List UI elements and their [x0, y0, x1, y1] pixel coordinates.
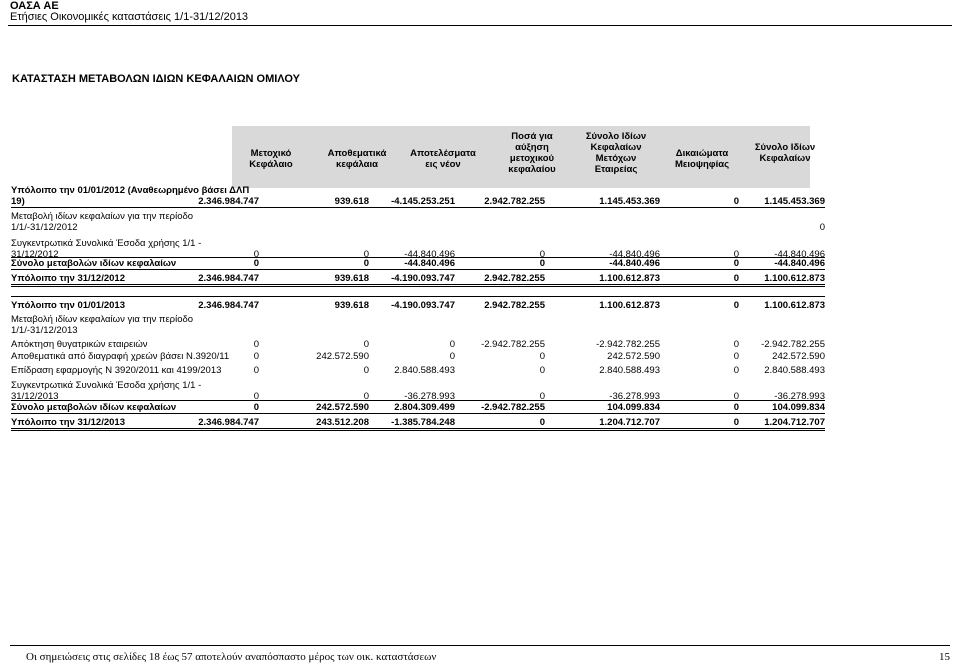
row-value: 0: [733, 365, 739, 376]
row-value: 0: [253, 351, 259, 362]
row-label: Σύνολο μεταβολών ιδίων κεφαλαίων: [11, 258, 177, 269]
row-value: -2.942.782.255: [481, 339, 545, 350]
row-value: 2.942.782.255: [484, 300, 545, 311]
row-value: 0: [363, 391, 369, 402]
row-value: 0: [733, 258, 739, 269]
table-rule: [11, 296, 825, 297]
column-header-2: Αποθεματικά κεφάλαια: [327, 148, 387, 170]
row-value: 0: [253, 402, 259, 413]
row-value: -36.278.993: [774, 391, 825, 402]
document-subtitle: Ετήσιες Οικονομικές καταστάσεις 1/1-31/12/2013: [10, 11, 249, 23]
row-value: 1.100.612.873: [599, 273, 660, 284]
column-header-3: Αποτελέσματα εις νέον: [410, 148, 476, 170]
row-value: 0: [363, 365, 369, 376]
row-value: -2.942.782.255: [481, 402, 545, 413]
footer-divider: [10, 645, 950, 646]
row-value: 0: [733, 249, 739, 260]
row-value: 939.618: [334, 300, 369, 311]
row-label: Συγκεντρωτικά Συνολικά Έσοδα χρήσης 1/1 - 31/12/2013: [11, 380, 202, 402]
row-value: -44.840.496: [774, 249, 825, 260]
row-value: 0: [539, 258, 545, 269]
table-rule: [11, 413, 825, 414]
table-row: [11, 273, 825, 284]
row-value: -44.840.496: [609, 249, 660, 260]
row-value: 242.572.590: [772, 351, 825, 362]
row-value: 2.840.588.493: [394, 365, 455, 376]
row-value: 104.099.834: [607, 402, 660, 413]
row-value: 2.942.782.255: [484, 196, 545, 207]
row-value: -44.840.496: [404, 258, 455, 269]
row-value: 0: [253, 365, 259, 376]
column-header-4: Ποσά για αύξηση μετοχικού κεφαλαίου: [508, 131, 556, 175]
row-value: -44.840.496: [774, 258, 825, 269]
column-header-1: Μετοχικό Κεφάλαιο: [249, 148, 293, 170]
row-value: 2.840.588.493: [764, 365, 825, 376]
row-value: 242.572.590: [607, 351, 660, 362]
row-value: 0: [253, 249, 259, 260]
table-row: [11, 402, 825, 413]
row-value: -36.278.993: [404, 391, 455, 402]
row-label: Μεταβολή ιδίων κεφαλαίων για την περίοδο 1/1/-31/12/2013: [11, 314, 194, 336]
table-row: [11, 211, 825, 233]
row-value: 2.346.984.747: [198, 417, 259, 428]
table-row: [11, 300, 825, 311]
row-value: 1.145.453.369: [764, 196, 825, 207]
column-header-6: Δικαιώματα Μειοψηφίας: [674, 148, 730, 170]
row-value: 939.618: [334, 273, 369, 284]
table-row: [11, 351, 825, 362]
row-label: Υπόλοιπο την 31/12/2013: [11, 417, 125, 428]
row-value: 242.572.590: [316, 402, 369, 413]
column-header-5: Σύνολο Ιδίων Κεφαλαίων Μετόχων Εταιρείας: [585, 131, 647, 175]
row-label: Υπόλοιπο την 01/01/2013: [11, 300, 125, 311]
row-value: 1.145.453.369: [599, 196, 660, 207]
row-value: 0: [539, 365, 545, 376]
table-row: [11, 314, 825, 336]
row-value: 2.346.984.747: [198, 300, 259, 311]
table-row: [11, 185, 825, 207]
table-row: [11, 380, 825, 402]
row-value: -4.190.093.747: [391, 273, 455, 284]
row-value: 0: [733, 391, 739, 402]
row-label: Επίδραση εφαρμογής Ν 3920/2011 και 4199/2013: [11, 365, 222, 376]
row-value: 0: [539, 391, 545, 402]
table-rule: [11, 284, 825, 287]
row-label: Συγκεντρωτικά Συνολικά Έσοδα χρήσης 1/1 - 31/12/2012: [11, 238, 202, 260]
row-value: 0: [733, 339, 739, 350]
table-rule: [11, 257, 825, 258]
row-value: 1.204.712.707: [764, 417, 825, 428]
row-value: 242.572.590: [316, 351, 369, 362]
row-label: Υπόλοιπο την 31/12/2012: [11, 273, 125, 284]
row-value: 2.804.309.499: [394, 402, 455, 413]
row-value: -4.190.093.747: [391, 300, 455, 311]
company-name: ΟΑΣΑ ΑΕ: [10, 0, 59, 12]
page-number: 15: [939, 651, 950, 663]
row-label: Υπόλοιπο την 01/01/2012 (Αναθεωρημένο βάσει ΔΛΠ 19): [11, 185, 250, 207]
row-value: 0: [253, 339, 259, 350]
row-value: -36.278.993: [609, 391, 660, 402]
row-value: 0: [363, 258, 369, 269]
row-value: -1.385.784.248: [391, 417, 455, 428]
row-value: 2.346.984.747: [198, 273, 259, 284]
row-value: 0: [733, 402, 739, 413]
row-value: 0: [539, 249, 545, 260]
column-headers: [0, 0, 960, 190]
row-value: 1.100.612.873: [764, 273, 825, 284]
table-row: [11, 365, 825, 376]
row-value: 0: [449, 339, 455, 350]
row-value: 2.840.588.493: [599, 365, 660, 376]
row-value: 243.512.208: [316, 417, 369, 428]
table-rule: [11, 428, 825, 431]
row-label: Μεταβολή ιδίων κεφαλαίων για την περίοδο 1/1/-31/12/2012: [11, 211, 194, 233]
table-row: [11, 417, 825, 428]
row-value: 0: [539, 351, 545, 362]
row-value: 0: [733, 417, 739, 428]
table-rule: [11, 269, 825, 270]
row-value: 0: [253, 391, 259, 402]
row-value: 2.346.984.747: [198, 196, 259, 207]
row-value: 1.100.612.873: [764, 300, 825, 311]
table-row: [11, 258, 825, 269]
row-value: 0: [363, 339, 369, 350]
table-row: [11, 339, 825, 350]
row-value: 0: [363, 249, 369, 260]
row-value: -44.840.496: [404, 249, 455, 260]
table-rule: [11, 400, 825, 401]
row-value: 0: [733, 300, 739, 311]
row-value: 1.204.712.707: [599, 417, 660, 428]
row-value: -2.942.782.255: [761, 339, 825, 350]
footer-note: Οι σημειώσεις στις σελίδες 18 έως 57 αποτελούν αναπόσπαστο μέρος των οικ. καταστάσεων: [26, 651, 437, 663]
row-value: 0: [733, 196, 739, 207]
row-value: 0: [449, 351, 455, 362]
column-header-7: Σύνολο Ιδίων Κεφαλαίων: [754, 142, 816, 164]
row-value: 0: [819, 222, 825, 233]
row-value: -4.145.253.251: [391, 196, 455, 207]
row-value: 0: [733, 273, 739, 284]
row-label: Αποθεματικά από διαγραφή χρεών βάσει Ν.3920/11: [11, 351, 230, 362]
row-value: 0: [733, 351, 739, 362]
row-value: 104.099.834: [772, 402, 825, 413]
row-value: -2.942.782.255: [596, 339, 660, 350]
row-value: 0: [253, 258, 259, 269]
section-title: ΚΑΤΑΣΤΑΣΗ ΜΕΤΑΒΟΛΩΝ ΙΔΙΩΝ ΚΕΦΑΛΑΙΩΝ ΟΜΙΛΟΥ: [12, 73, 300, 85]
row-label: Σύνολο μεταβολών ιδίων κεφαλαίων: [11, 402, 177, 413]
row-value: -44.840.496: [609, 258, 660, 269]
row-value: 1.100.612.873: [599, 300, 660, 311]
row-value: 0: [539, 417, 545, 428]
row-value: 2.942.782.255: [484, 273, 545, 284]
row-label: Απόκτηση θυγατρικών εταιρειών: [11, 339, 148, 350]
row-value: 939.618: [334, 196, 369, 207]
table-rule: [11, 207, 825, 208]
